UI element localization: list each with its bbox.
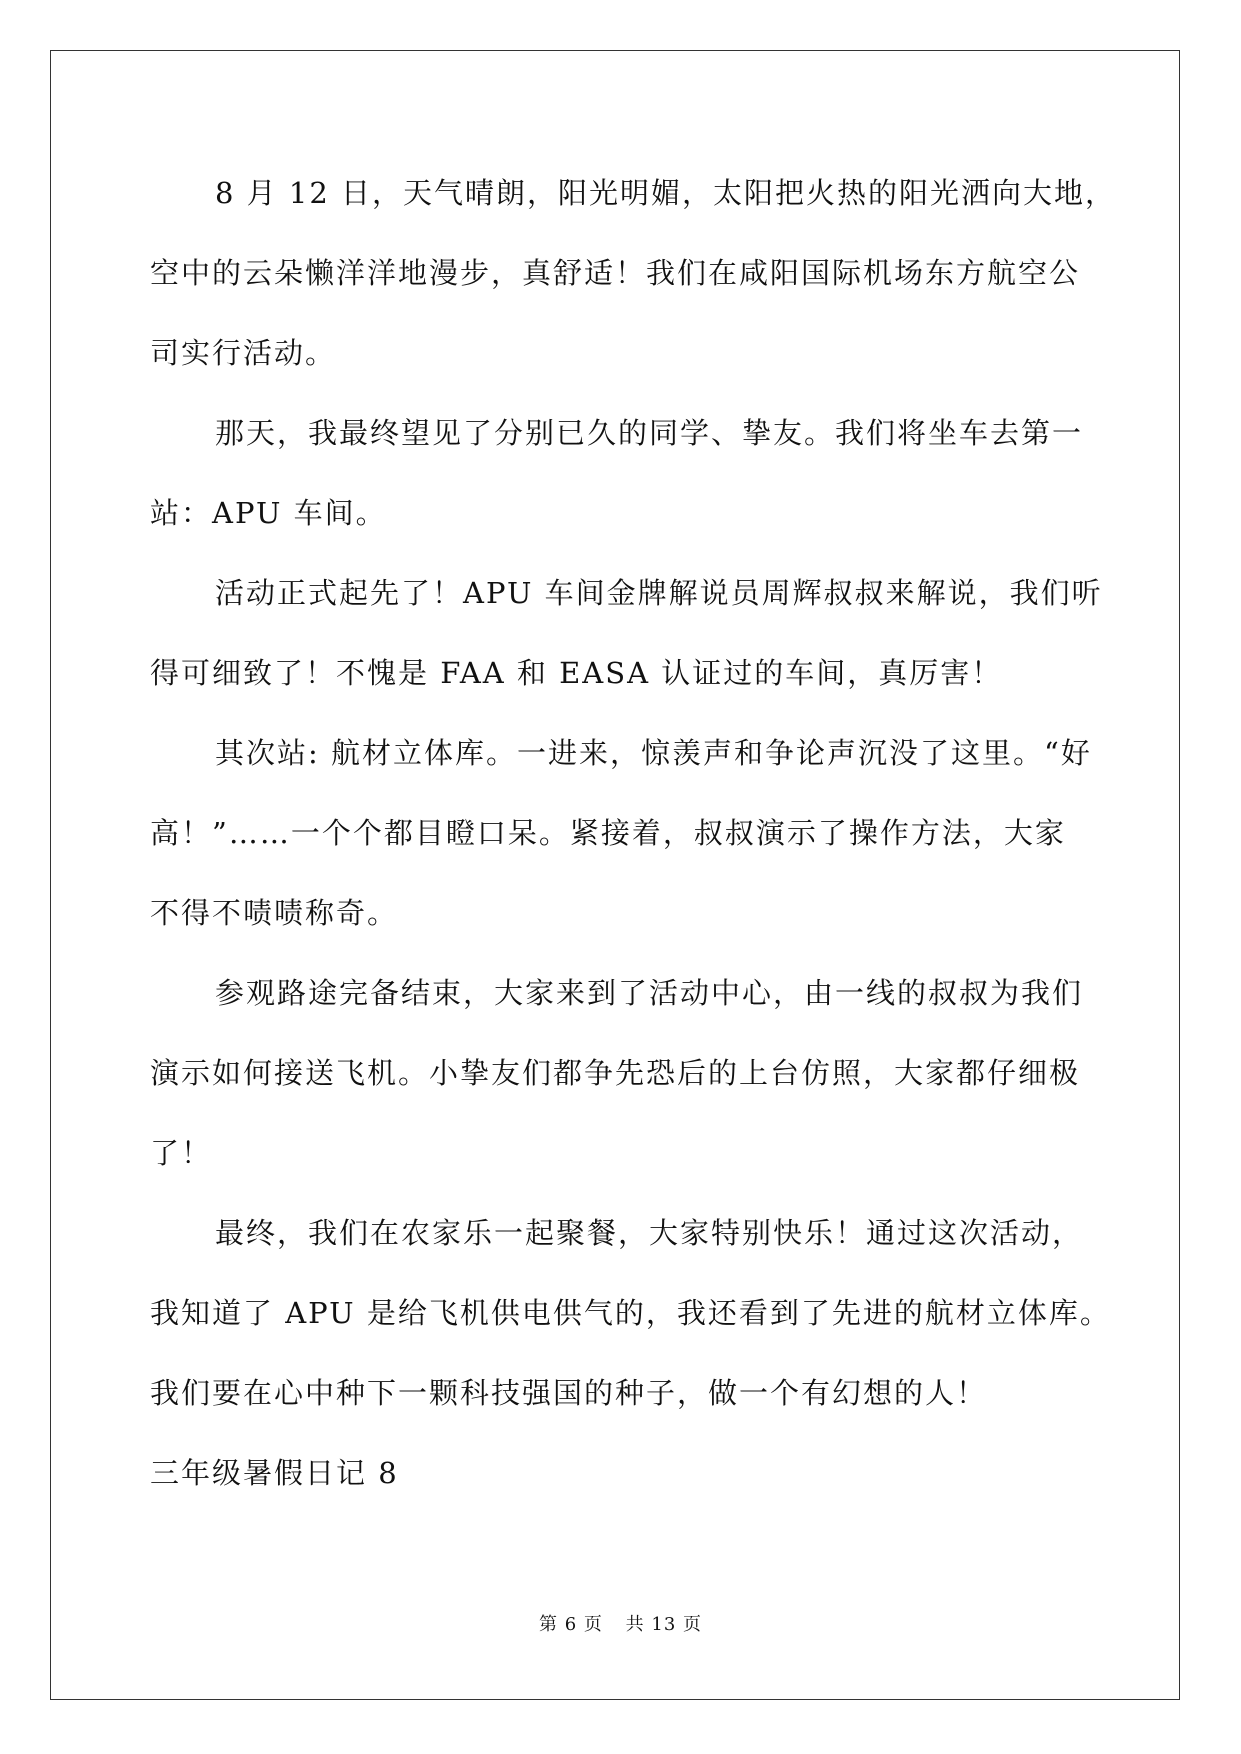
page-border [50, 50, 1180, 1700]
page-number-total: 共 13 页 [625, 1614, 702, 1635]
paragraph-6-line-1: 最终，我们在农家乐一起聚餐，大家特别快乐！通过这次活动， [215, 1216, 1084, 1250]
paragraph-4-line-2: 高！”……一个个都目瞪口呆。紧接着，叔叔演示了操作方法，大家 [150, 816, 1066, 850]
paragraph-4-line-3: 不得不啧啧称奇。 [150, 896, 399, 930]
paragraph-4-line-1: 其次站: 航材立体库。一进来，惊羡声和争论声沉没了这里。“好 [215, 736, 1092, 770]
paragraph-6-line-3: 我们要在心中种下一颗科技强国的种子，做一个有幻想的人！ [150, 1376, 988, 1410]
page-number-current: 第 6 页 [539, 1614, 603, 1635]
page-footer [0, 1614, 1241, 1636]
paragraph-2-line-2: 站：APU 车间。 [150, 496, 387, 530]
paragraph-5-line-2: 演示如何接送飞机。小挚友们都争先恐后的上台仿照，大家都仔细极 [150, 1056, 1081, 1090]
paragraph-5-line-3: 了！ [150, 1136, 213, 1170]
paragraph-5-line-1: 参观路途完备结束，大家来到了活动中心，由一线的叔叔为我们 [215, 976, 1084, 1010]
paragraph-1-line-2: 空中的云朵懒洋洋地漫步，真舒适！我们在咸阳国际机场东方航空公 [150, 256, 1081, 290]
paragraph-6-line-2: 我知道了 APU 是给飞机供电供气的，我还看到了先进的航材立体库。 [150, 1296, 1111, 1330]
paragraph-1-line-3: 司实行活动。 [150, 336, 337, 370]
section-heading: 三年级暑假日记 8 [150, 1456, 399, 1490]
paragraph-2-line-1: 那天，我最终望见了分别已久的同学、挚友。我们将坐车去第一 [215, 416, 1084, 450]
paragraph-3-line-2: 得可细致了！不愧是 FAA 和 EASA 认证过的车间，真厉害！ [150, 656, 1003, 690]
paragraph-3-line-1: 活动正式起先了！APU 车间金牌解说员周辉叔叔来解说，我们听 [215, 576, 1103, 610]
paragraph-1-line-1: 8 月 12 日，天气晴朗，阳光明媚，太阳把火热的阳光洒向大地， [215, 176, 1117, 210]
